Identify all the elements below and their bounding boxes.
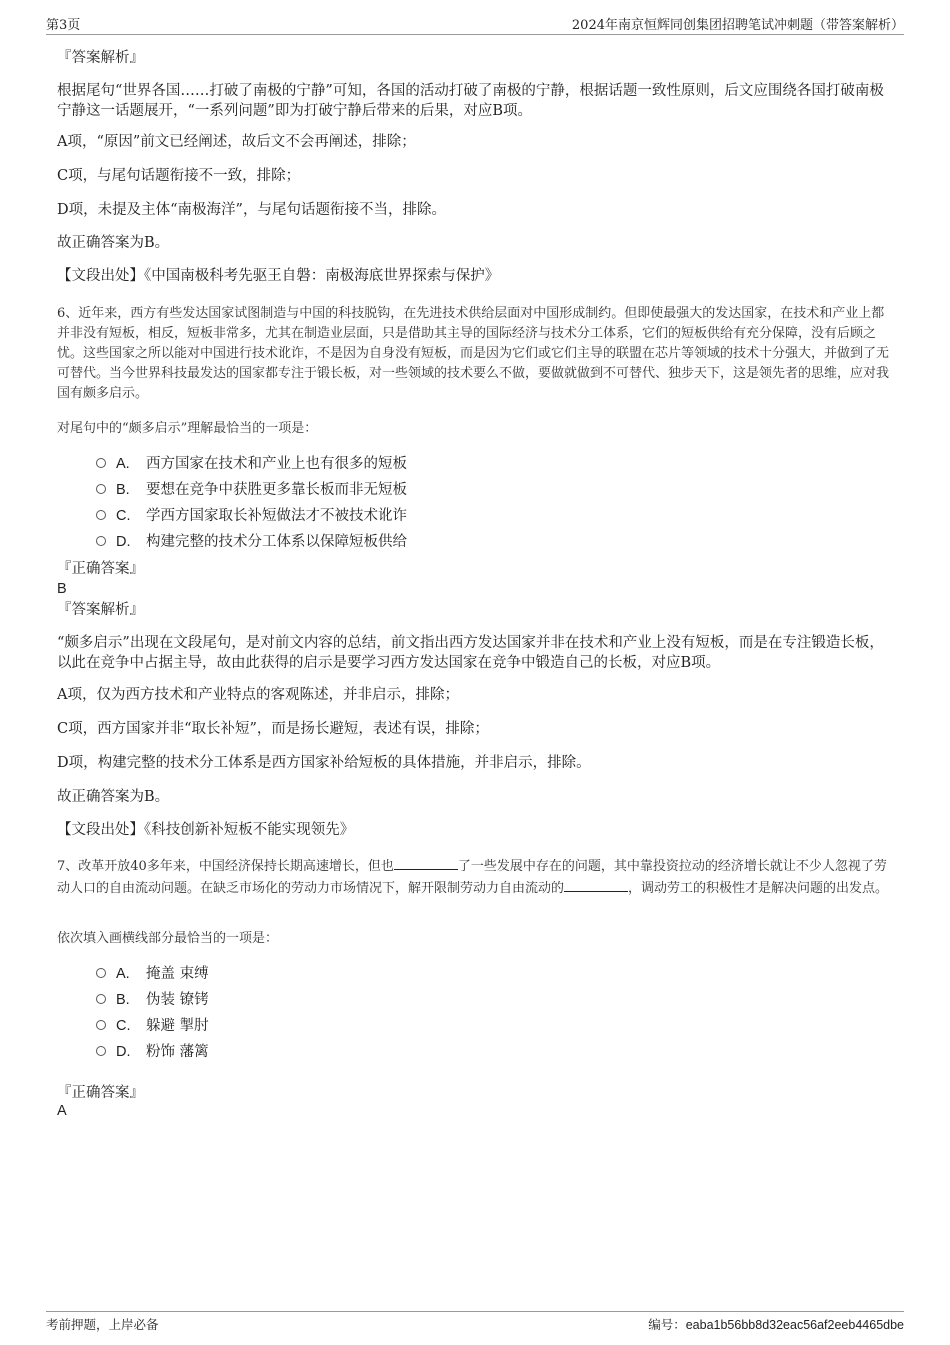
radio-icon[interactable] bbox=[96, 484, 106, 494]
q6-analysis-option-c: C项，西方国家并非“取长补短”，而是扬长避短，表述有误，排除； bbox=[57, 721, 489, 737]
q6-analysis-paragraph: “颇多启示”出现在文段尾句，是对前文内容的总结，前文指出西方发达国家并非在技术和产业上没有短板，而是在专注锻造长板，以此在竞争中占据主导，故由此获得的启示是要学习西方发达国家在竞争中锻造自己的长板，对应B项。 bbox=[57, 635, 884, 671]
radio-icon[interactable] bbox=[96, 510, 106, 520]
footer-code-label: 编号： bbox=[648, 1317, 686, 1332]
radio-icon[interactable] bbox=[96, 1020, 106, 1030]
q6-option-d[interactable]: D. 构建完整的技术分工体系以保障短板供给 bbox=[96, 532, 407, 552]
q7-option-c[interactable]: C. 躲避 掣肘 bbox=[96, 1016, 209, 1036]
q7-question: 依次填入画横线部分最恰当的一项是： bbox=[57, 931, 279, 946]
q6-option-a[interactable]: A. 西方国家在技术和产业上也有很多的短板 bbox=[96, 454, 407, 474]
footer-code bbox=[648, 1315, 904, 1333]
document-title: 2024年南京恒辉同创集团招聘笔试冲刺题（带答案解析） bbox=[571, 18, 904, 33]
q6-source: 【文段出处】《科技创新补短板不能实现领先》 bbox=[57, 822, 355, 838]
q7-answer: A bbox=[57, 1103, 67, 1119]
page-number: 第3页 bbox=[46, 18, 81, 33]
q5-analysis-paragraph: 根据尾句“世界各国……打破了南极的宁静”可知，各国的活动打破了南极的宁静，根据话题一致性原则，后文应围绕各国打破南极宁静这一话题展开，“一系列问题”即为打破宁静后带来的后果，对应B项。 bbox=[57, 83, 884, 119]
fill-blank bbox=[394, 855, 458, 870]
q6-analysis-label: 『答案解析』 bbox=[57, 602, 144, 618]
q7-answer-label: 『正确答案』 bbox=[57, 1085, 144, 1101]
q6-stem: 6、近年来，西方有些发达国家试图制造与中国的科技脱钩，在先进技术供给层面对中国形成制约。但即使最强大的发达国家，在技术和产业上都并非没有短板，相反，短板非常多，尤其在制造业层面，只是借助其主导的国际经济与技术分工体系，它们的短板供给有充分保障，没有后顾之忧。这些国家之所以能对中国进行技术讹诈，不是因为自身没有短板，而是因为它们或它们主导的联盟在芯片等领域的技术十分强大，并做到了无可替代。当今世界科技最发达的国家都专注于锻长板，对一些领域的技术要么不做，要做就做到不可替代、独步天下，这是领先者的思维，应对我国有颇多启示。 bbox=[57, 306, 890, 401]
radio-icon[interactable] bbox=[96, 968, 106, 978]
q7-option-a[interactable]: A. 掩盖 束缚 bbox=[96, 964, 209, 984]
q6-conclusion: 故正确答案为B。 bbox=[57, 789, 170, 805]
q6-option-c[interactable]: C. 学西方国家取长补短做法才不被技术讹诈 bbox=[96, 506, 407, 526]
page-footer bbox=[46, 1311, 904, 1336]
q7-option-d[interactable]: D. 粉饰 藩篱 bbox=[96, 1042, 209, 1062]
q5-analysis-option-d: D项，未提及主体“南极海洋”，与尾句话题衔接不当，排除。 bbox=[57, 202, 446, 218]
q6-analysis-option-a: A项，仅为西方技术和产业特点的客观陈述，并非启示，排除； bbox=[57, 687, 459, 703]
q5-source: 【文段出处】《中国南极科考先驱王自磐：南极海底世界探索与保护》 bbox=[57, 268, 500, 284]
q5-analysis-option-a: A项，“原因”前文已经阐述，故后文不会再阐述，排除； bbox=[57, 134, 416, 150]
q5-analysis-option-c: C项，与尾句话题衔接不一致，排除； bbox=[57, 168, 301, 184]
q6-question: 对尾句中的“颇多启示”理解最恰当的一项是： bbox=[57, 421, 318, 436]
footer-code-value: eaba1b56bb8d32eac56af2eeb4465dbe bbox=[685, 1318, 904, 1332]
q6-answer: B bbox=[57, 581, 67, 597]
q7-stem: 7、改革开放40多年来，中国经济保持长期高速增长，但也 了一些发展中存在的问题，其中靠投资拉动的经济增长就让不少人忽视了劳动人口的自由流动问题。在缺乏市场化的劳动力市场情况下，解开限制劳动力自由流动的 ，调动劳工的积极性才是解决问题的出发点。 bbox=[57, 855, 897, 899]
page-header bbox=[46, 14, 904, 35]
radio-icon[interactable] bbox=[96, 536, 106, 546]
q5-conclusion: 故正确答案为B。 bbox=[57, 235, 170, 251]
radio-icon[interactable] bbox=[96, 994, 106, 1004]
radio-icon[interactable] bbox=[96, 1046, 106, 1056]
footer-slogan: 考前押题，上岸必备 bbox=[46, 1317, 159, 1332]
fill-blank bbox=[564, 877, 628, 892]
q5-analysis-label: 『答案解析』 bbox=[57, 50, 144, 66]
q6-analysis-option-d: D项，构建完整的技术分工体系是西方国家补给短板的具体措施，并非启示，排除。 bbox=[57, 755, 591, 771]
q7-option-b[interactable]: B. 伪装 镣铐 bbox=[96, 990, 209, 1010]
q6-option-b[interactable]: B. 要想在竞争中获胜更多靠长板而非无短板 bbox=[96, 480, 407, 500]
q6-answer-label: 『正确答案』 bbox=[57, 561, 144, 577]
radio-icon[interactable] bbox=[96, 458, 106, 468]
